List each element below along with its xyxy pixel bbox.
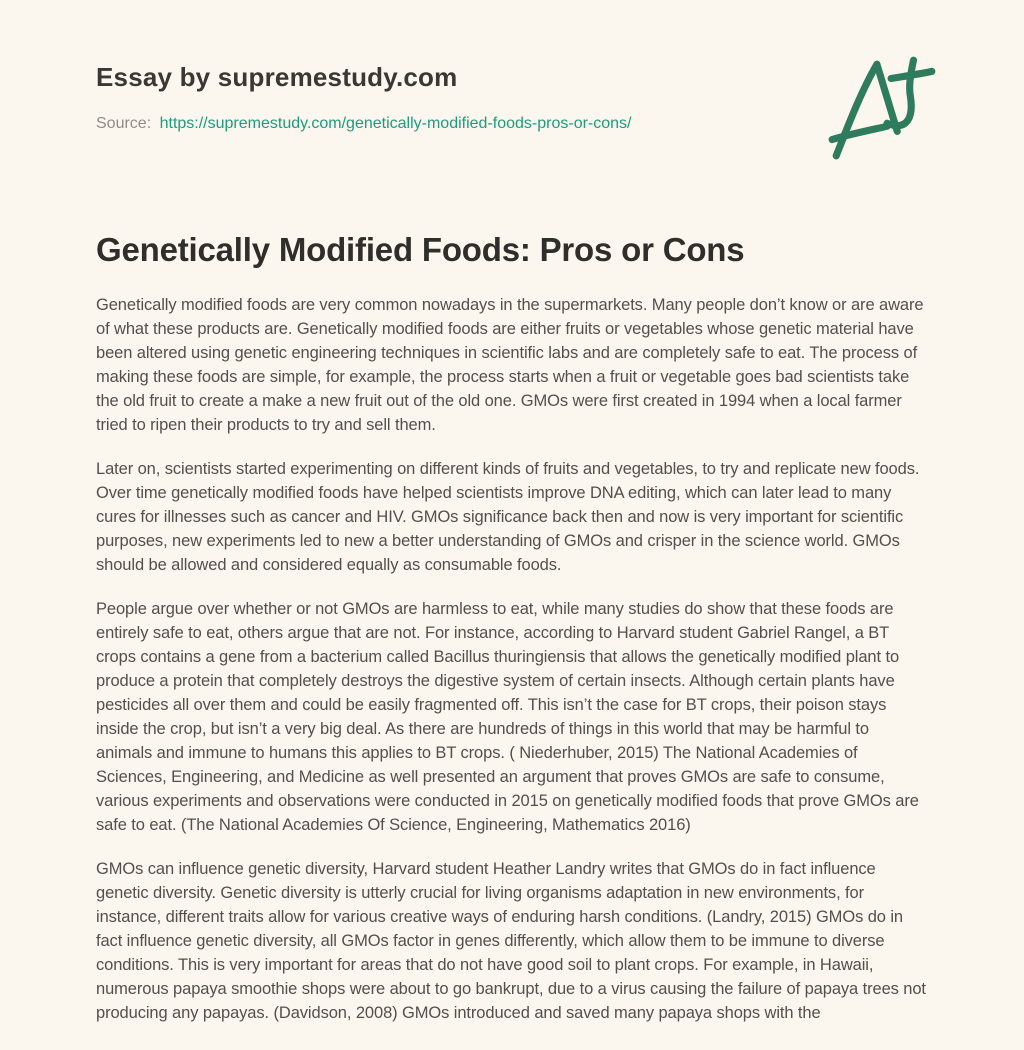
source-link[interactable]: https://supremestudy.com/genetically-modified-foods-pros-or-cons/ [159,115,632,132]
essay-paragraph-3: People argue over whether or not GMOs are harmless to eat, while many studies do show that these foods are entirely safe to eat, others argue that are not. For instance, according to Harvard student Gabriel Rangel, a BT crops contains a gene from a bacterium called Bacillus thuringiensis that allows the genetically modified plant to produce a protein that completely destroys the digestive system of certain insects. Although certain plants have pesticides all over them and could be easily fragmented off. This isn’t the case for BT crops, their poison stays inside the crop, but isn’t a very big deal. As there are hundreds of things in this world that may be harmful to animals and immune to humans this applies to BT crops. ( Niederhuber, 2015) The National Academies of Sciences, Engineering, and Medicine as well presented an argument that proves GMOs are safe to consume, various experiments and observations were conducted in 2015 on genetically modified foods that prove GMOs are safe to eat. (The National Academies Of Science, Engineering, Mathematics 2016) [96,600,919,834]
source-line [96,115,928,133]
page-title: Essay by supremestudy.com [96,62,458,92]
essay-title: Genetically Modified Foods: Pros or Cons [96,231,745,268]
essay-content [96,231,928,1025]
essay-paragraph-2: Later on, scientists started experimenting on different kinds of fruits and vegetables, to try and replicate new foods. Over time genetically modified foods have helped scientists improve DNA editing, which can later lead to many cures for illnesses such as cancer and HIV. GMOs significance back then and now is very important for scientific purposes, new experiments led to new a better understanding of GMOs and crisper in the science world. GMOs should be allowed and considered equally as consumable foods. [96,460,920,574]
page-header [96,62,928,133]
a-plus-logo-icon [824,52,942,164]
source-label: Source: [96,115,152,132]
essay-paragraph-4: GMOs can influence genetic diversity, Harvard student Heather Landry writes that GMOs do in fact influence genetic diversity. Genetic diversity is utterly crucial for living organisms adaptation in new environments, for instance, different traits allow for various creative ways of enduring harsh conditions. (Landry, 2015) GMOs do in fact influence genetic diversity, all GMOs factor in genes differently, which allow them to be immune to diverse conditions. This is very important for areas that do not have good soil to plant crops. For example, in Hawaii, numerous papaya smoothie shops were about to go bankrupt, due to a virus causing the failure of papaya trees not producing any papayas. (Davidson, 2008) GMOs introduced and saved many papaya shops with the [96,860,926,1022]
essay-paragraph-1: Genetically modified foods are very common nowadays in the supermarkets. Many people don’t know or are aware of what these products are. Genetically modified foods are either fruits or vegetables whose genetic material have been altered using genetic engineering techniques in scientific labs and are completely safe to eat. The process of making these foods are simple, for example, the process starts when a fruit or vegetable goes bad scientists take the old fruit to create a make a new fruit out of the old one. GMOs were first created in 1994 when a local farmer tried to ripen their products to try and sell them. [96,296,924,434]
